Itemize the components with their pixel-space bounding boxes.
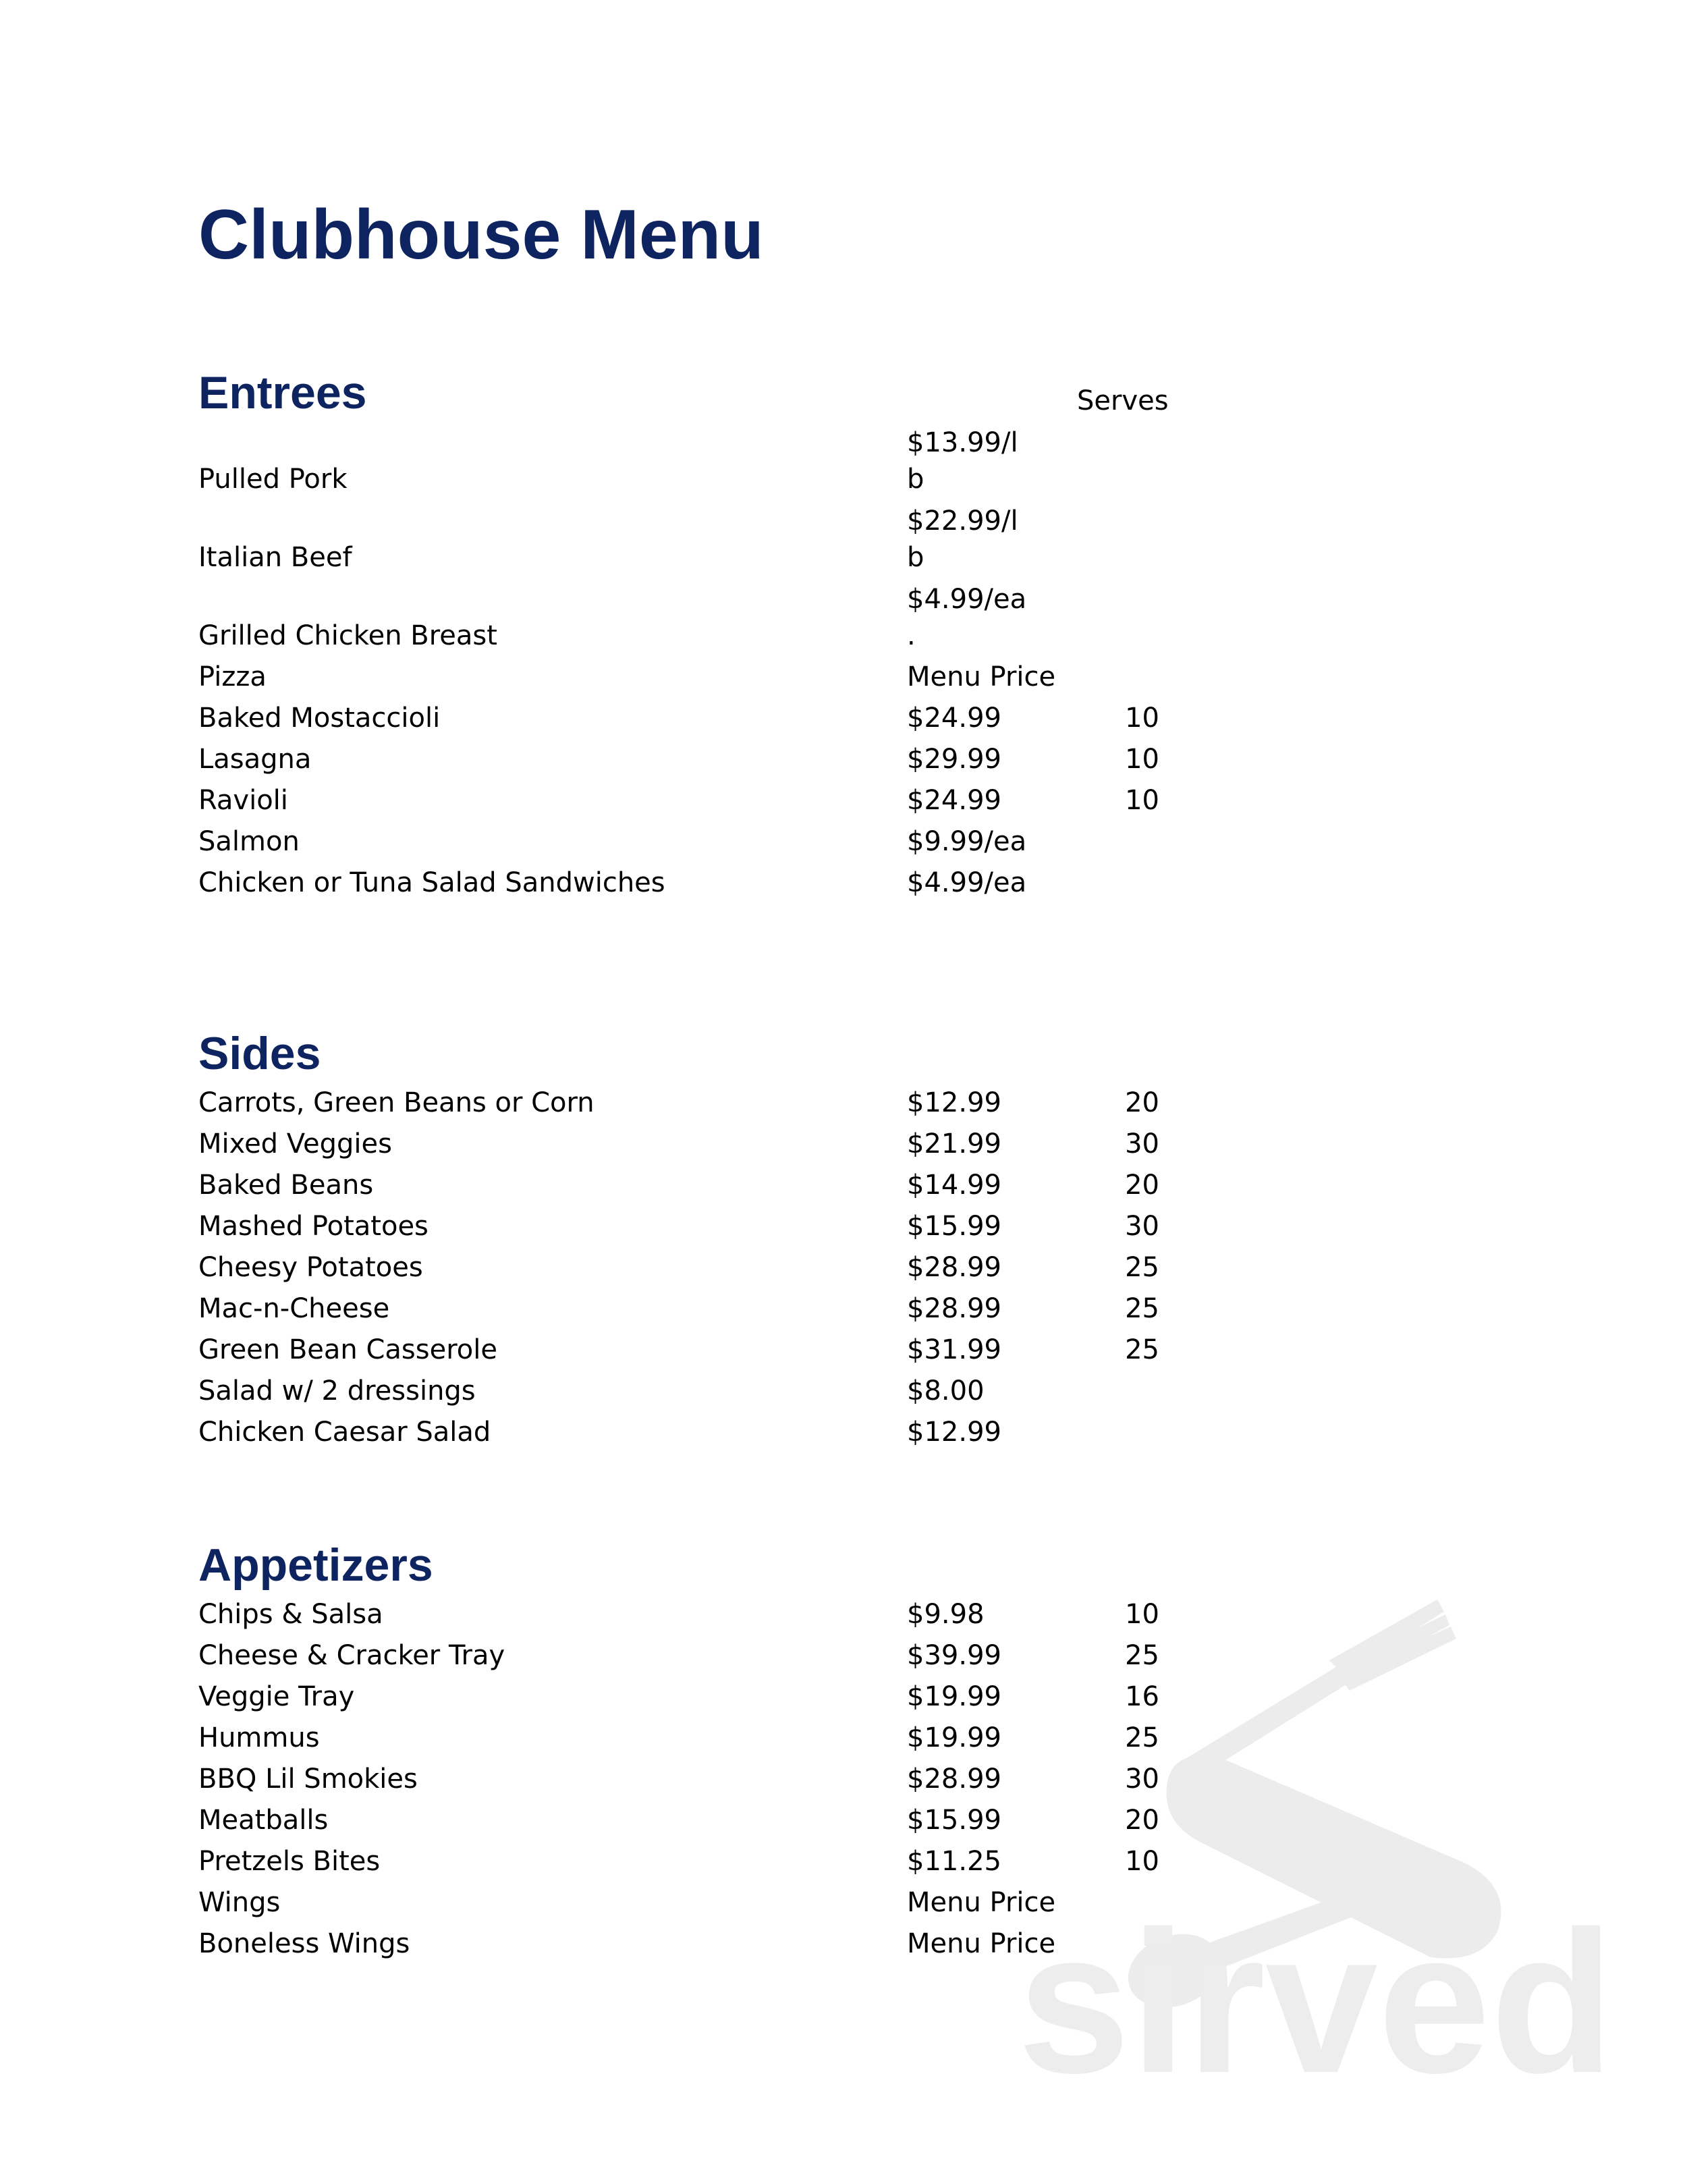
section-heading-appetizers: Appetizers — [198, 1539, 433, 1591]
item-price-continued: b — [907, 542, 924, 573]
item-name: Carrots, Green Beans or Corn — [198, 1087, 594, 1118]
section-heading-sides: Sides — [198, 1028, 321, 1079]
item-serves: 10 — [1125, 1846, 1159, 1877]
item-serves: 20 — [1125, 1087, 1159, 1118]
item-price: Menu Price — [907, 1928, 1056, 1959]
item-serves: 10 — [1125, 703, 1159, 734]
menu-title: Clubhouse Menu — [198, 196, 764, 274]
item-name: Baked Mostaccioli — [198, 703, 441, 734]
item-price: $22.99/l — [907, 506, 1018, 537]
serves-column-header: Serves — [1077, 385, 1169, 416]
item-name: Pizza — [198, 661, 267, 692]
item-price: Menu Price — [907, 1887, 1056, 1918]
item-name: Pretzels Bites — [198, 1846, 381, 1877]
item-price: $14.99 — [907, 1170, 1001, 1201]
item-name: Green Bean Casserole — [198, 1334, 497, 1365]
item-name: Cheese & Cracker Tray — [198, 1640, 505, 1671]
item-name: Mixed Veggies — [198, 1128, 392, 1159]
item-name: Baked Beans — [198, 1170, 374, 1201]
item-price: $24.99 — [907, 703, 1001, 734]
item-name: Salad w/ 2 dressings — [198, 1375, 476, 1407]
item-name: Mac-n-Cheese — [198, 1293, 390, 1324]
item-price: $11.25 — [907, 1846, 1001, 1877]
item-price-continued: . — [907, 620, 916, 651]
item-name: Chips & Salsa — [198, 1599, 383, 1630]
item-serves: 25 — [1125, 1334, 1159, 1365]
item-name: Veggie Tray — [198, 1681, 355, 1712]
item-name: BBQ Lil Smokies — [198, 1764, 418, 1795]
item-name: Lasagna — [198, 744, 312, 775]
item-name: Chicken Caesar Salad — [198, 1417, 491, 1448]
item-serves: 30 — [1125, 1764, 1159, 1795]
item-name: Salmon — [198, 826, 300, 857]
item-name: Italian Beef — [198, 542, 352, 573]
item-price: $28.99 — [907, 1293, 1001, 1324]
item-serves: 25 — [1125, 1640, 1159, 1671]
item-name: Mashed Potatoes — [198, 1211, 428, 1242]
item-price: $19.99 — [907, 1681, 1001, 1712]
item-price: $8.00 — [907, 1375, 985, 1407]
item-name: Wings — [198, 1887, 281, 1918]
sirved-watermark — [978, 1525, 1653, 2106]
item-serves: 20 — [1125, 1805, 1159, 1836]
item-price: $15.99 — [907, 1805, 1001, 1836]
item-price: $13.99/l — [907, 427, 1018, 458]
item-name: Meatballs — [198, 1805, 329, 1836]
item-serves: 30 — [1125, 1211, 1159, 1242]
item-serves: 20 — [1125, 1170, 1159, 1201]
item-price: $4.99/ea — [907, 867, 1027, 898]
item-serves: 25 — [1125, 1293, 1159, 1324]
item-name: Grilled Chicken Breast — [198, 620, 497, 651]
item-serves: 30 — [1125, 1128, 1159, 1159]
item-price: $31.99 — [907, 1334, 1001, 1365]
item-name: Ravioli — [198, 785, 288, 816]
item-name: Cheesy Potatoes — [198, 1252, 423, 1283]
item-name: Hummus — [198, 1722, 320, 1753]
item-price: $29.99 — [907, 744, 1001, 775]
item-serves: 25 — [1125, 1722, 1159, 1753]
item-price: $4.99/ea — [907, 584, 1027, 615]
item-price: $9.99/ea — [907, 826, 1027, 857]
item-serves: 25 — [1125, 1252, 1159, 1283]
watermark-text: sirved — [1018, 1888, 1614, 2106]
item-name: Boneless Wings — [198, 1928, 410, 1959]
item-name: Pulled Pork — [198, 464, 348, 495]
item-serves: 10 — [1125, 785, 1159, 816]
item-price: $15.99 — [907, 1211, 1001, 1242]
item-name: Chicken or Tuna Salad Sandwiches — [198, 867, 665, 898]
section-heading-entrees: Entrees — [198, 367, 367, 418]
item-price-continued: b — [907, 464, 924, 495]
item-serves: 10 — [1125, 744, 1159, 775]
item-serves: 16 — [1125, 1681, 1159, 1712]
item-serves: 10 — [1125, 1599, 1159, 1630]
item-price: Menu Price — [907, 661, 1056, 692]
item-price: $19.99 — [907, 1722, 1001, 1753]
item-price: $39.99 — [907, 1640, 1001, 1671]
item-price: $28.99 — [907, 1764, 1001, 1795]
item-price: $12.99 — [907, 1417, 1001, 1448]
item-price: $21.99 — [907, 1128, 1001, 1159]
item-price: $28.99 — [907, 1252, 1001, 1283]
item-price: $9.98 — [907, 1599, 985, 1630]
item-price: $12.99 — [907, 1087, 1001, 1118]
item-price: $24.99 — [907, 785, 1001, 816]
